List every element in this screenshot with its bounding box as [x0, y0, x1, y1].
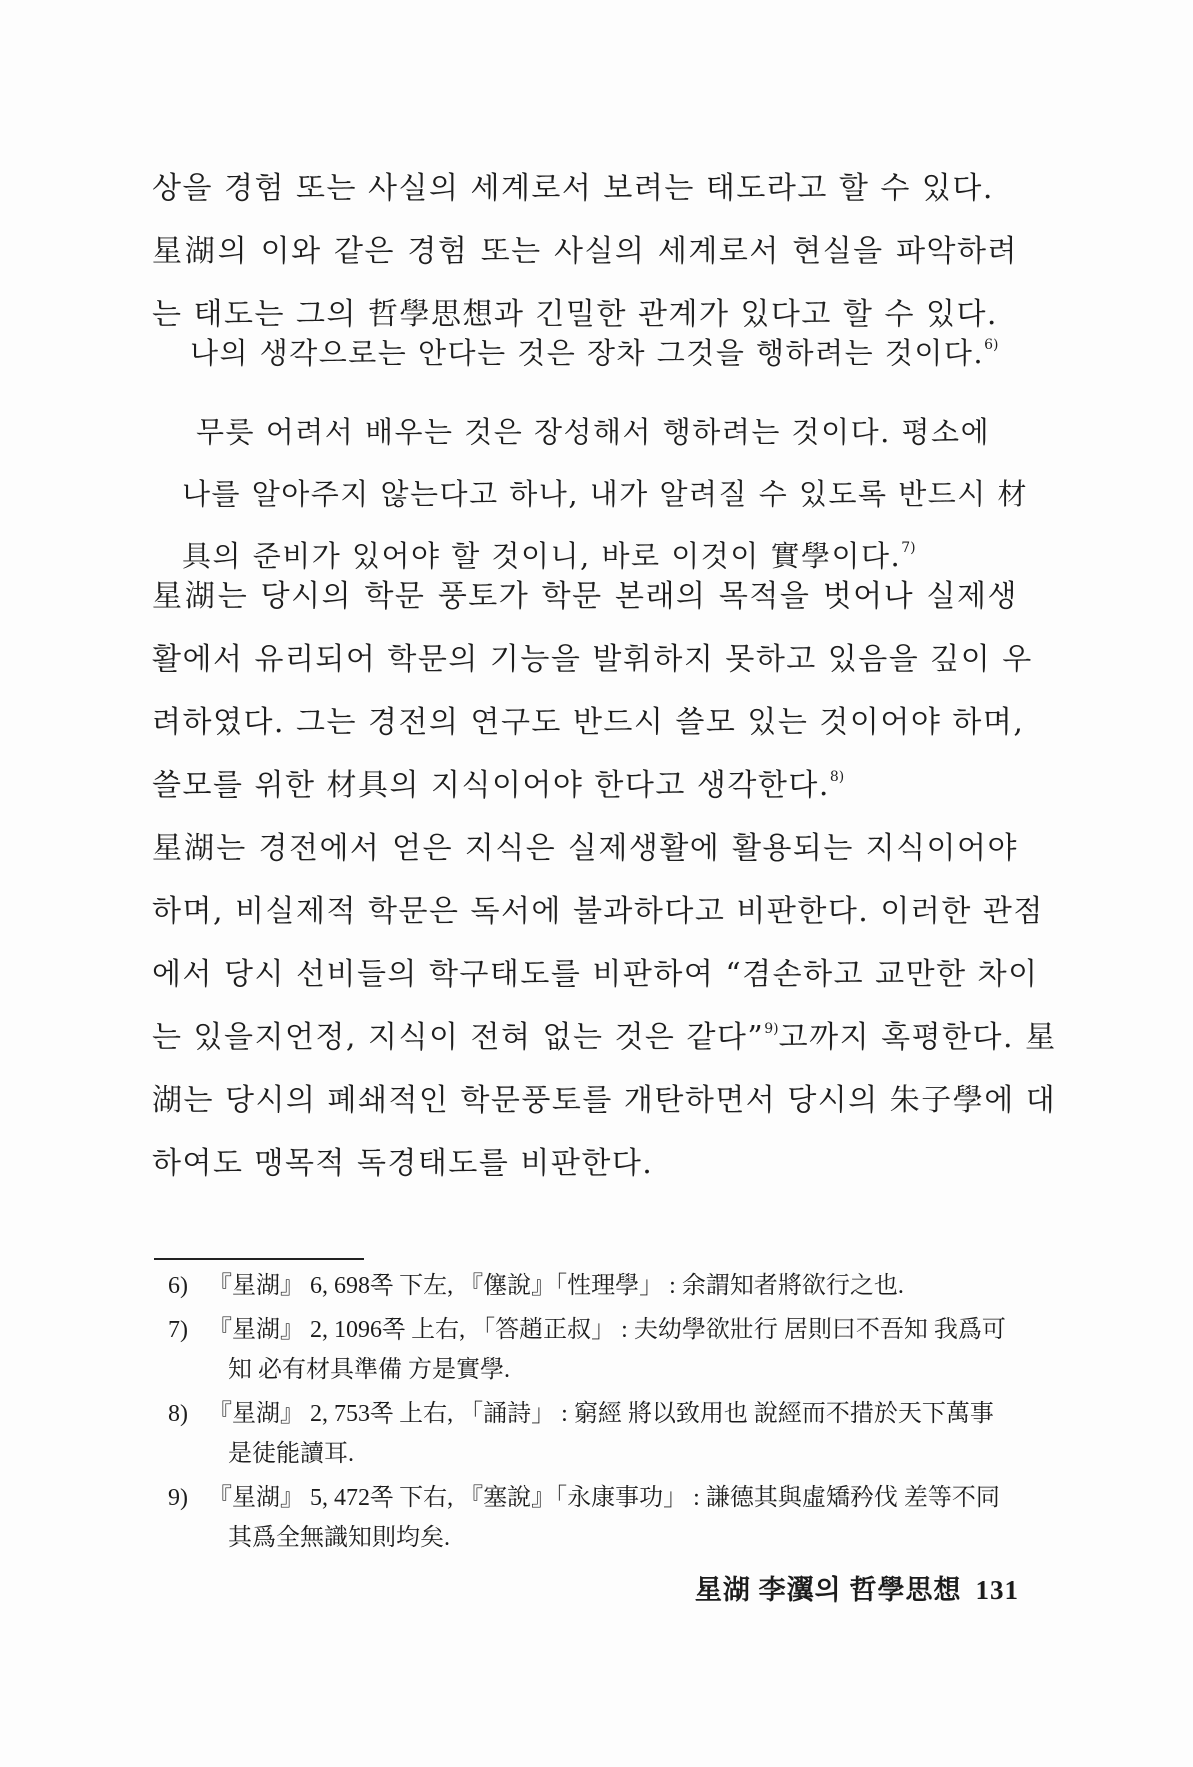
block-quote-2	[182, 401, 1029, 587]
quote-1-text: 나의 생각으로는 안다는 것은 장차 그것을 행하려는 것이다.	[190, 336, 985, 370]
footnote-8-text-1: 『星湖』 2, 753쪽 上右, 「誦詩」 : 窮經 將以致用也 說經而不措於天下萬事	[208, 1401, 994, 1427]
footnote-9-line-2: 其爲全無識知則均矣.	[228, 1525, 450, 1551]
footnote-9-line-1	[168, 1478, 1008, 1518]
footnote-9-text-1: 『星湖』 5, 472쪽 下右, 『塞說』「永康事功」 : 謙德其與虛矯矜伐 差等不同	[208, 1485, 1000, 1511]
paragraph-4-line-6: 하여도 맹목적 독경태도를 비판한다.	[152, 1146, 654, 1181]
paragraph-1-line-1: 상을 경험 또는 사실의 세계로서 보려는 태도라고 할 수 있다.	[152, 171, 994, 206]
footnote-7-line-2: 知 必有材具準備 方是實學.	[228, 1357, 510, 1383]
footnote-9-number: 9)	[168, 1485, 188, 1511]
footnote-divider	[154, 1258, 364, 1260]
footnote-ref-7[interactable]: 7)	[901, 540, 916, 556]
footnote-6-text: 『星湖』 6, 698쪽 下左, 『僿說』「性理學」 : 余謂知者將欲行之也.	[208, 1273, 904, 1299]
quote-2-line-1: 무릇 어려서 배우는 것은 장성해서 행하려는 것이다. 평소에	[196, 415, 991, 449]
footnote-7-line-1	[168, 1310, 1008, 1350]
paragraph-3-line-4	[152, 754, 1018, 817]
footnote-8-line-2: 是徒能讀耳.	[228, 1441, 354, 1467]
paragraph-3-line-3: 려하였다. 그는 경전의 연구도 반드시 쓸모 있는 것이어야 하며,	[152, 705, 1025, 740]
paragraph-4-line-1: 星湖는 경전에서 얻은 지식은 실제생활에 활용되는 지식이어야	[152, 831, 1018, 866]
footnote-6-line-1	[168, 1266, 1008, 1306]
paragraph-4-line-4-before: 는 있을지언정, 지식이 전혀 없는 것은 같다”	[152, 1020, 765, 1055]
footnote-6-number: 6)	[168, 1273, 188, 1299]
page-number: 131	[975, 1575, 1019, 1605]
quote-1-line-1	[182, 322, 999, 384]
quote-2-text-end: 具의 준비가 있어야 할 것이니, 바로 이것이 實學이다.	[182, 539, 902, 573]
paragraph-4-line-2: 하며, 비실제적 학문은 독서에 불과하다고 비판한다. 이러한 관점	[152, 894, 1044, 929]
footnote-ref-8[interactable]: 8)	[829, 769, 845, 785]
footnotes	[168, 1266, 1008, 1562]
paragraph-3-line-1: 星湖는 당시의 학문 풍토가 학문 본래의 목적을 벗어나 실제생	[152, 579, 1018, 614]
paragraph-3-text-end: 쓸모를 위한 材具의 지식이어야 한다고 생각한다.	[152, 768, 830, 803]
footnote-8-number: 8)	[168, 1401, 188, 1427]
footnote-6	[168, 1266, 1008, 1306]
paragraph-4-line-4	[152, 1006, 1057, 1069]
running-footer	[695, 1568, 1019, 1607]
block-quote-1	[182, 322, 999, 384]
paragraph-4-line-5: 湖는 당시의 폐쇄적인 학문풍토를 개탄하면서 당시의 朱子學에 대	[152, 1083, 1057, 1118]
paragraph-3-line-2: 활에서 유리되어 학문의 기능을 발휘하지 못하고 있음을 깊이 우	[152, 642, 1033, 677]
footnote-ref-9[interactable]: 9)	[764, 1021, 779, 1037]
footnote-8	[168, 1394, 1008, 1474]
footnote-7-text-1: 『星湖』 2, 1096쪽 上右, 「答趙正叔」 : 夫幼學欲壯行 居則曰不吾知 我爲可	[208, 1317, 1006, 1343]
paragraph-2-line-2: 는 태도는 그의 哲學思想과 긴밀한 관계가 있다고 할 수 있다.	[152, 297, 998, 332]
paragraph-4-line-4-after: 고까지 혹평한다. 星	[778, 1020, 1057, 1055]
footnote-7	[168, 1310, 1008, 1390]
paragraph-4-line-3: 에서 당시 선비들의 학구태도를 비판하여 “겸손하고 교만한 차이	[152, 957, 1039, 992]
footnote-9	[168, 1478, 1008, 1558]
body-text-top	[152, 157, 1018, 346]
quote-2-line-2: 나를 알아주지 않는다고 하나, 내가 알려질 수 있도록 반드시 材	[182, 477, 1029, 511]
paragraph-2-line-1: 星湖의 이와 같은 경험 또는 사실의 세계로서 현실을 파악하려	[152, 234, 1018, 269]
footnote-7-number: 7)	[168, 1317, 188, 1343]
footnote-8-line-1	[168, 1394, 1008, 1434]
footnote-ref-6[interactable]: 6)	[984, 337, 999, 353]
body-text-middle	[152, 565, 1057, 1195]
running-title: 星湖 李瀷의 哲學思想	[694, 1575, 962, 1605]
